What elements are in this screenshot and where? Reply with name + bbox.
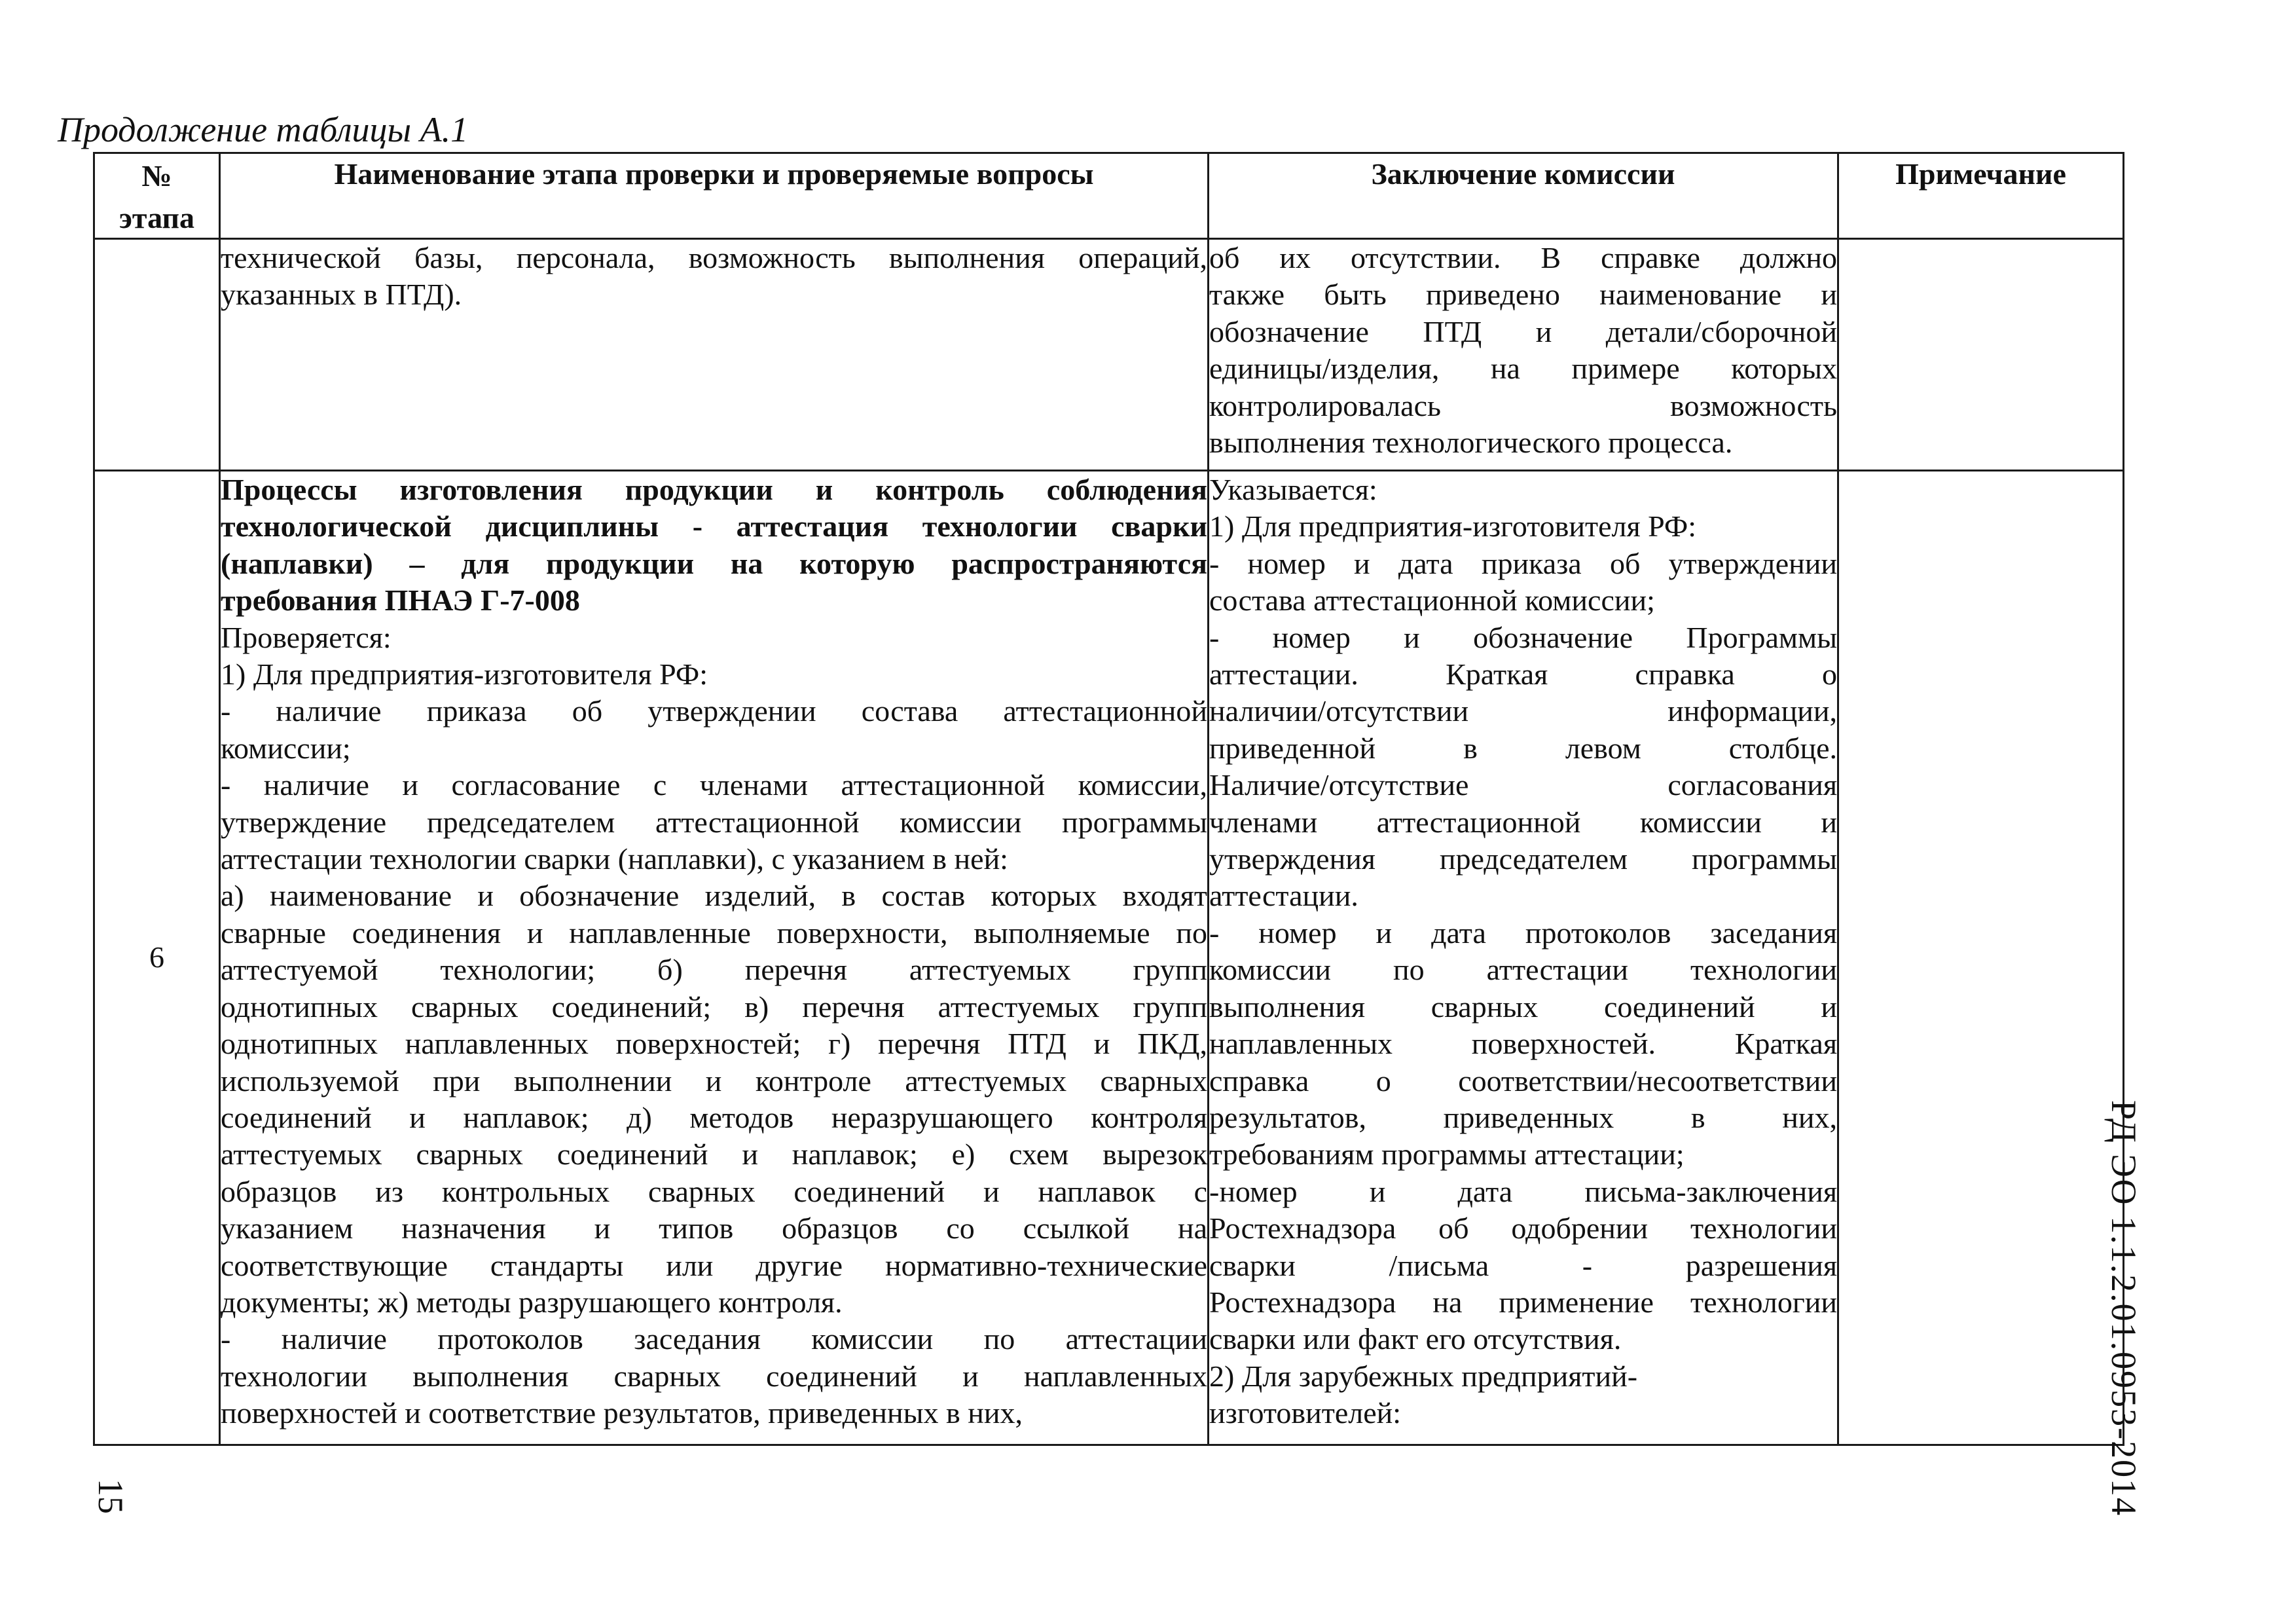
text-line: (наплавки) – для продукции на которую распространяются (221, 546, 1207, 580)
row2-stage-title (221, 471, 1207, 619)
text-line: - наличие и согласование с членами аттестационной комиссии, (221, 768, 1207, 802)
text-line: обозначение ПТД и детали/сборочной (1209, 314, 1837, 348)
text-line: членами аттестационной комиссии и (1209, 805, 1837, 839)
text-line: - наличие протоколов заседания комиссии по аттестации (221, 1322, 1207, 1356)
text-line: утверждение председателем аттестационной комиссии программы (221, 805, 1207, 839)
verification-table (93, 152, 2124, 1446)
row2-conclusion-text (1209, 471, 1837, 1432)
page-number: 15 (91, 1479, 130, 1514)
table-row-stage-6 (94, 471, 2124, 1445)
row2-stage-cell (220, 471, 1209, 1445)
table-row-continuation (94, 239, 2124, 471)
text-line: технической базы, персонала, возможность выполнения операций, (221, 241, 1207, 274)
header-stage-name: Наименование этапа проверки и проверяемые вопросы (220, 153, 1209, 239)
text-line: аттестации технологии сварки (наплавки), с указанием в ней: (221, 842, 1008, 876)
table-caption: Продолжение таблицы А.1 (58, 110, 469, 149)
text-line: однотипных наплавленных поверхностей; г) перечня ПТД и ПКД, (221, 1027, 1207, 1061)
text-line: Наличие/отсутствие согласования (1209, 768, 1837, 802)
text-line: поверхностей и соответствие результатов, приведенных в них, (221, 1396, 1023, 1430)
row2-stage-text (221, 619, 1207, 1432)
text-line: -номер и дата письма-заключения (1209, 1174, 1837, 1208)
text-line: утверждения председателем программы (1209, 842, 1837, 876)
text-line: контролировалась возможность (1209, 388, 1837, 422)
row1-conclusion-text (1209, 240, 1837, 461)
text-line: комиссии по аттестации технологии (1209, 953, 1837, 987)
text-line: сварки /письма - разрешения (1209, 1248, 1837, 1282)
text-line: Проверяется: (221, 620, 392, 654)
text-line: результатов, приведенных в них, (1209, 1100, 1837, 1134)
text-line: однотипных сварных соединений; в) перечня аттестуемых групп (221, 989, 1207, 1024)
text-line: единицы/изделия, на примере которых (1209, 352, 1837, 386)
text-line: Ростехнадзора об одобрении технологии (1209, 1211, 1837, 1246)
text-line: справка о соответствии/несоответствии (1209, 1063, 1837, 1098)
text-line: указанных в ПТД). (221, 278, 462, 312)
text-line: - номер и дата протоколов заседания (1209, 915, 1837, 950)
row1-conclusion-cell (1209, 239, 1838, 471)
text-line: 2) Для зарубежных предприятий- (1209, 1359, 1638, 1393)
text-line: аттестуемой технологии; б) перечня аттестуемых групп (221, 953, 1207, 987)
text-line: аттестации. (1209, 879, 1358, 913)
row2-number-cell: 6 (94, 471, 220, 1445)
text-line: изготовителей: (1209, 1396, 1402, 1430)
text-line: - номер и дата приказа об утверждении (1209, 546, 1837, 580)
header-num-symbol: № (141, 159, 172, 193)
document-code: РД ЭО 1.1.2.01.0953-2014 (2104, 1100, 2143, 1517)
text-line: 1) Для предприятия-изготовителя РФ: (221, 657, 708, 692)
text-line: - номер и обозначение Программы (1209, 620, 1837, 654)
header-conclusion: Заключение комиссии (1209, 153, 1838, 239)
row1-number-cell (94, 239, 220, 471)
header-row (94, 153, 2124, 239)
row2-conclusion-cell (1209, 471, 1838, 1445)
text-line: состава аттестационной комиссии; (1209, 583, 1655, 618)
text-line: также быть приведено наименование и (1209, 278, 1837, 312)
text-line: сварные соединения и наплавленные поверхности, выполняемые по (221, 915, 1207, 950)
text-line: документы; ж) методы разрушающего контроля. (221, 1285, 843, 1319)
text-line: комиссии; (221, 731, 351, 765)
text-line: используемой при выполнении и контроле аттестуемых сварных (221, 1063, 1207, 1098)
text-line: - наличие приказа об утверждении состава аттестационной (221, 694, 1207, 728)
text-line: сварки или факт его отсутствия. (1209, 1322, 1622, 1356)
text-line: технологии выполнения сварных соединений и наплавленных (221, 1359, 1207, 1393)
text-line: а) наименование и обозначение изделий, в состав которых входят (221, 879, 1207, 913)
text-line: соединений и наплавок; д) методов неразрушающего контроля (221, 1100, 1207, 1134)
text-line: указанием назначения и типов образцов со ссылкой на (221, 1211, 1207, 1246)
text-line: образцов из контрольных сварных соединений и наплавок с (221, 1174, 1207, 1208)
text-line: требования ПНАЭ Г-7-008 (221, 583, 580, 618)
text-line: об их отсутствии. В справке должно (1209, 241, 1837, 274)
text-line: Ростехнадзора на применение технологии (1209, 1285, 1837, 1319)
header-note: Примечание (1838, 153, 2124, 239)
text-line: аттестуемых сварных соединений и наплавок; е) схем вырезок (221, 1137, 1207, 1172)
row1-stage-cell (220, 239, 1209, 471)
text-line: аттестации. Краткая справка о (1209, 657, 1837, 692)
row2-note-cell (1838, 471, 2124, 1445)
text-line: наличии/отсутствии информации, (1209, 694, 1837, 728)
header-stage-number (94, 153, 220, 239)
text-line: выполнения сварных соединений и (1209, 989, 1837, 1024)
text-line: требованиям программы аттестации; (1209, 1137, 1685, 1172)
text-line: Указывается: (1209, 473, 1377, 506)
text-line: технологической дисциплины - аттестация технологии сварки (221, 509, 1207, 544)
row1-note-cell (1838, 239, 2124, 471)
text-line: наплавленных поверхностей. Краткая (1209, 1027, 1837, 1061)
row1-stage-text (221, 240, 1207, 314)
text-line: Процессы изготовления продукции и контроль соблюдения (221, 473, 1207, 506)
text-line: соответствующие стандарты или другие нормативно-технические (221, 1248, 1207, 1282)
text-line: выполнения технологического процесса. (1209, 426, 1733, 460)
header-num-label: этапа (119, 201, 194, 234)
text-line: 1) Для предприятия-изготовителя РФ: (1209, 509, 1697, 544)
text-line: приведенной в левом столбце. (1209, 731, 1837, 765)
